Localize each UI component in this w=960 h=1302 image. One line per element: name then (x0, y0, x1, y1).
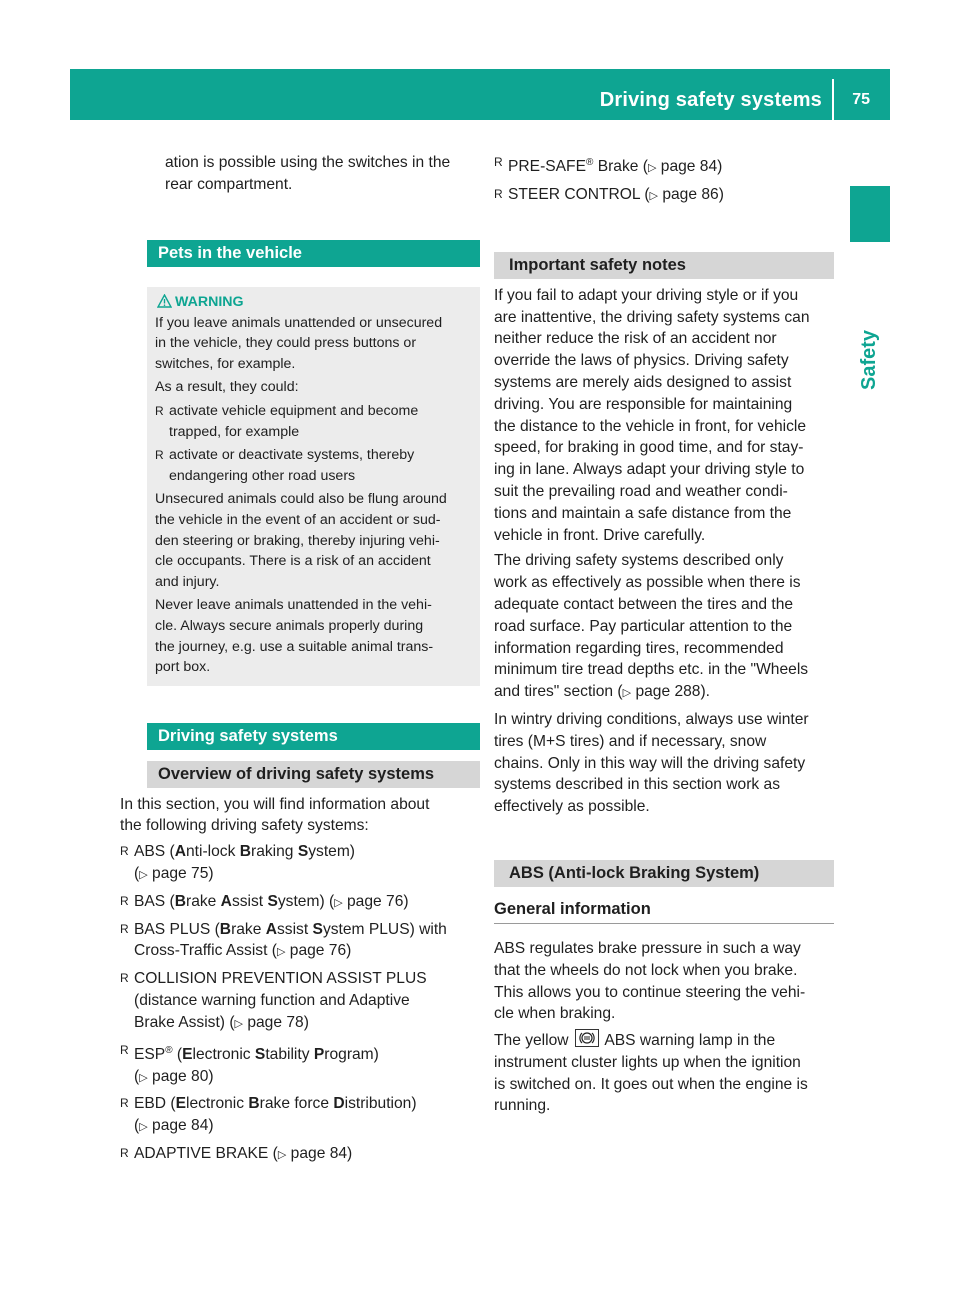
abs-lamp-icon (575, 1029, 599, 1047)
page-ref-arrow-icon: ▷ (139, 1071, 148, 1084)
warning-paragraph: Never leave animals unattended in the vehi- cle. Always secure animals properly during the journey, e.g. use a suitable animal trans- port box. (155, 597, 434, 676)
page-number: 75 (852, 91, 870, 108)
page-ref-arrow-icon: ▷ (139, 869, 148, 882)
list-item: R activate vehicle equipment and become trapped, for example (155, 402, 419, 440)
safety-notes-heading: Important safety notes (494, 252, 834, 279)
warning-paragraph: Unsecured animals could also be flung around the vehicle in the event of an accident or sud- den steering or braking, thereby injuring vehi- cle occupants. There is a risk of an accident and injury. (155, 491, 447, 590)
header-divider (832, 79, 834, 120)
list-item-ebd: R EBD (Electronic Brake force Distribution) (▷ page 84) (120, 1095, 417, 1135)
systems-list-continued (494, 152, 834, 208)
page-ref[interactable]: page 76 (347, 892, 404, 910)
abs-paragraph: ABS regulates brake pressure in such a way that the wheels do not lock when you brake. This allows you to continue steering the vehi- cle when braking. (494, 939, 806, 1023)
warning-paragraph: As a result, they could: (155, 379, 299, 396)
page-ref[interactable]: page 84 (660, 158, 718, 176)
page-ref[interactable]: page 78 (247, 1013, 304, 1031)
section-tab (850, 186, 890, 242)
right-column (494, 152, 834, 1121)
header-title: Driving safety systems (599, 89, 822, 111)
overview-heading: Overview of driving safety systems (147, 761, 480, 788)
page-ref[interactable]: page 76 (289, 942, 347, 960)
page-ref[interactable]: page 288 (635, 683, 701, 701)
page-ref[interactable]: page 84 (152, 1117, 209, 1135)
pets-heading: Pets in the vehicle (147, 240, 480, 267)
list-item-abs: R ABS (Anti-lock Braking System) (▷ page 75) (120, 843, 355, 883)
list-item-bas-plus: R BAS PLUS (Brake Assist System PLUS) with Cross-Traffic Assist (▷ page 76) (120, 920, 447, 960)
page-ref-arrow-icon: ▷ (622, 687, 632, 700)
left-column (120, 152, 480, 1171)
abs-heading: ABS (Anti-lock Braking System) (494, 860, 834, 887)
abs-paragraph: The yellow ABS warning lamp in the instrument cluster lights up when the ignition is switched on. It goes out when the engine is running. (494, 1029, 834, 1117)
page-ref[interactable]: page 84 (290, 1145, 348, 1163)
page-ref-arrow-icon: ▷ (334, 896, 343, 909)
overview-intro: In this section, you will find information about the following driving safety systems: (120, 795, 430, 835)
page-ref-arrow-icon: ▷ (649, 189, 658, 202)
warning-list (155, 401, 472, 486)
list-item-adaptive-brake: R ADAPTIVE BRAKE (▷ page 84) (120, 1145, 353, 1163)
list-item-steer-control: R STEER CONTROL (▷ page 86) (494, 185, 724, 203)
warning-box (147, 287, 480, 686)
list-item-bas: R BAS (Brake Assist System) (▷ page 76) (120, 892, 409, 910)
page-ref[interactable]: page 80 (152, 1067, 209, 1085)
page-ref-arrow-icon: ▷ (276, 946, 286, 959)
safety-paragraph: If you fail to adapt your driving style or if you are inattentive, the driving safety systems can neither reduce the risk of an accident nor override the laws of physics. Driving safety systems are merely aids designed to assist driving. You are responsible for maintaining the distance to the vehicle in front, for vehicle speed, for braking in good time, and for stay- ing in lane. Always adapt your driving style to suit the prevailing road and weather condi- tions and maintain a safe distance from the vehicle in front. Drive carefully. (494, 286, 810, 544)
general-info-heading: General information (494, 895, 834, 924)
page-ref[interactable]: page 86 (662, 185, 719, 203)
intro-paragraph: ation is possible using the switches in the rear compartment. (165, 154, 451, 193)
page-ref-arrow-icon: ▷ (277, 1149, 287, 1162)
section-label: Safety (858, 329, 881, 391)
list-item-esp: R ESP® (Electronic Stability Program) (▷ page 80) (120, 1042, 379, 1085)
list-item-collision: R COLLISION PREVENTION ASSIST PLUS (distance warning function and Adaptive Brake Assist) (▷ page 78) (120, 970, 427, 1031)
warning-header: WARNING (155, 291, 472, 313)
safety-paragraph: The driving safety systems described only work as effectively as possible when there is adequate contact between the tires and the road surface. Pay particular attention to the information regarding tires, recommended minimum tire tread depths etc. in the "Wheels and tires" section (▷ page 288). (494, 552, 809, 701)
page-header (70, 69, 890, 120)
driving-safety-heading: Driving safety systems (147, 723, 480, 750)
page-ref-arrow-icon: ▷ (139, 1121, 148, 1134)
page-ref-arrow-icon: ▷ (647, 162, 657, 175)
warning-triangle-icon (157, 294, 172, 308)
list-item-pre-safe: R PRE-SAFE® Brake (▷ page 84) (494, 155, 723, 176)
warning-paragraph: If you leave animals unattended or unsecured in the vehicle, they could press buttons or switches, for example. (155, 314, 443, 372)
list-item: R activate or deactivate systems, thereby endangering other road users (155, 447, 415, 484)
page-ref[interactable]: page 75 (152, 865, 209, 883)
page-ref-arrow-icon: ▷ (234, 1017, 243, 1030)
safety-paragraph: In wintry driving conditions, always use winter tires (M+S tires) and if necessary, snow chains. Only in this way will the driving safety systems described in this section work as effectively as possible. (494, 710, 809, 816)
systems-list (120, 841, 480, 1167)
